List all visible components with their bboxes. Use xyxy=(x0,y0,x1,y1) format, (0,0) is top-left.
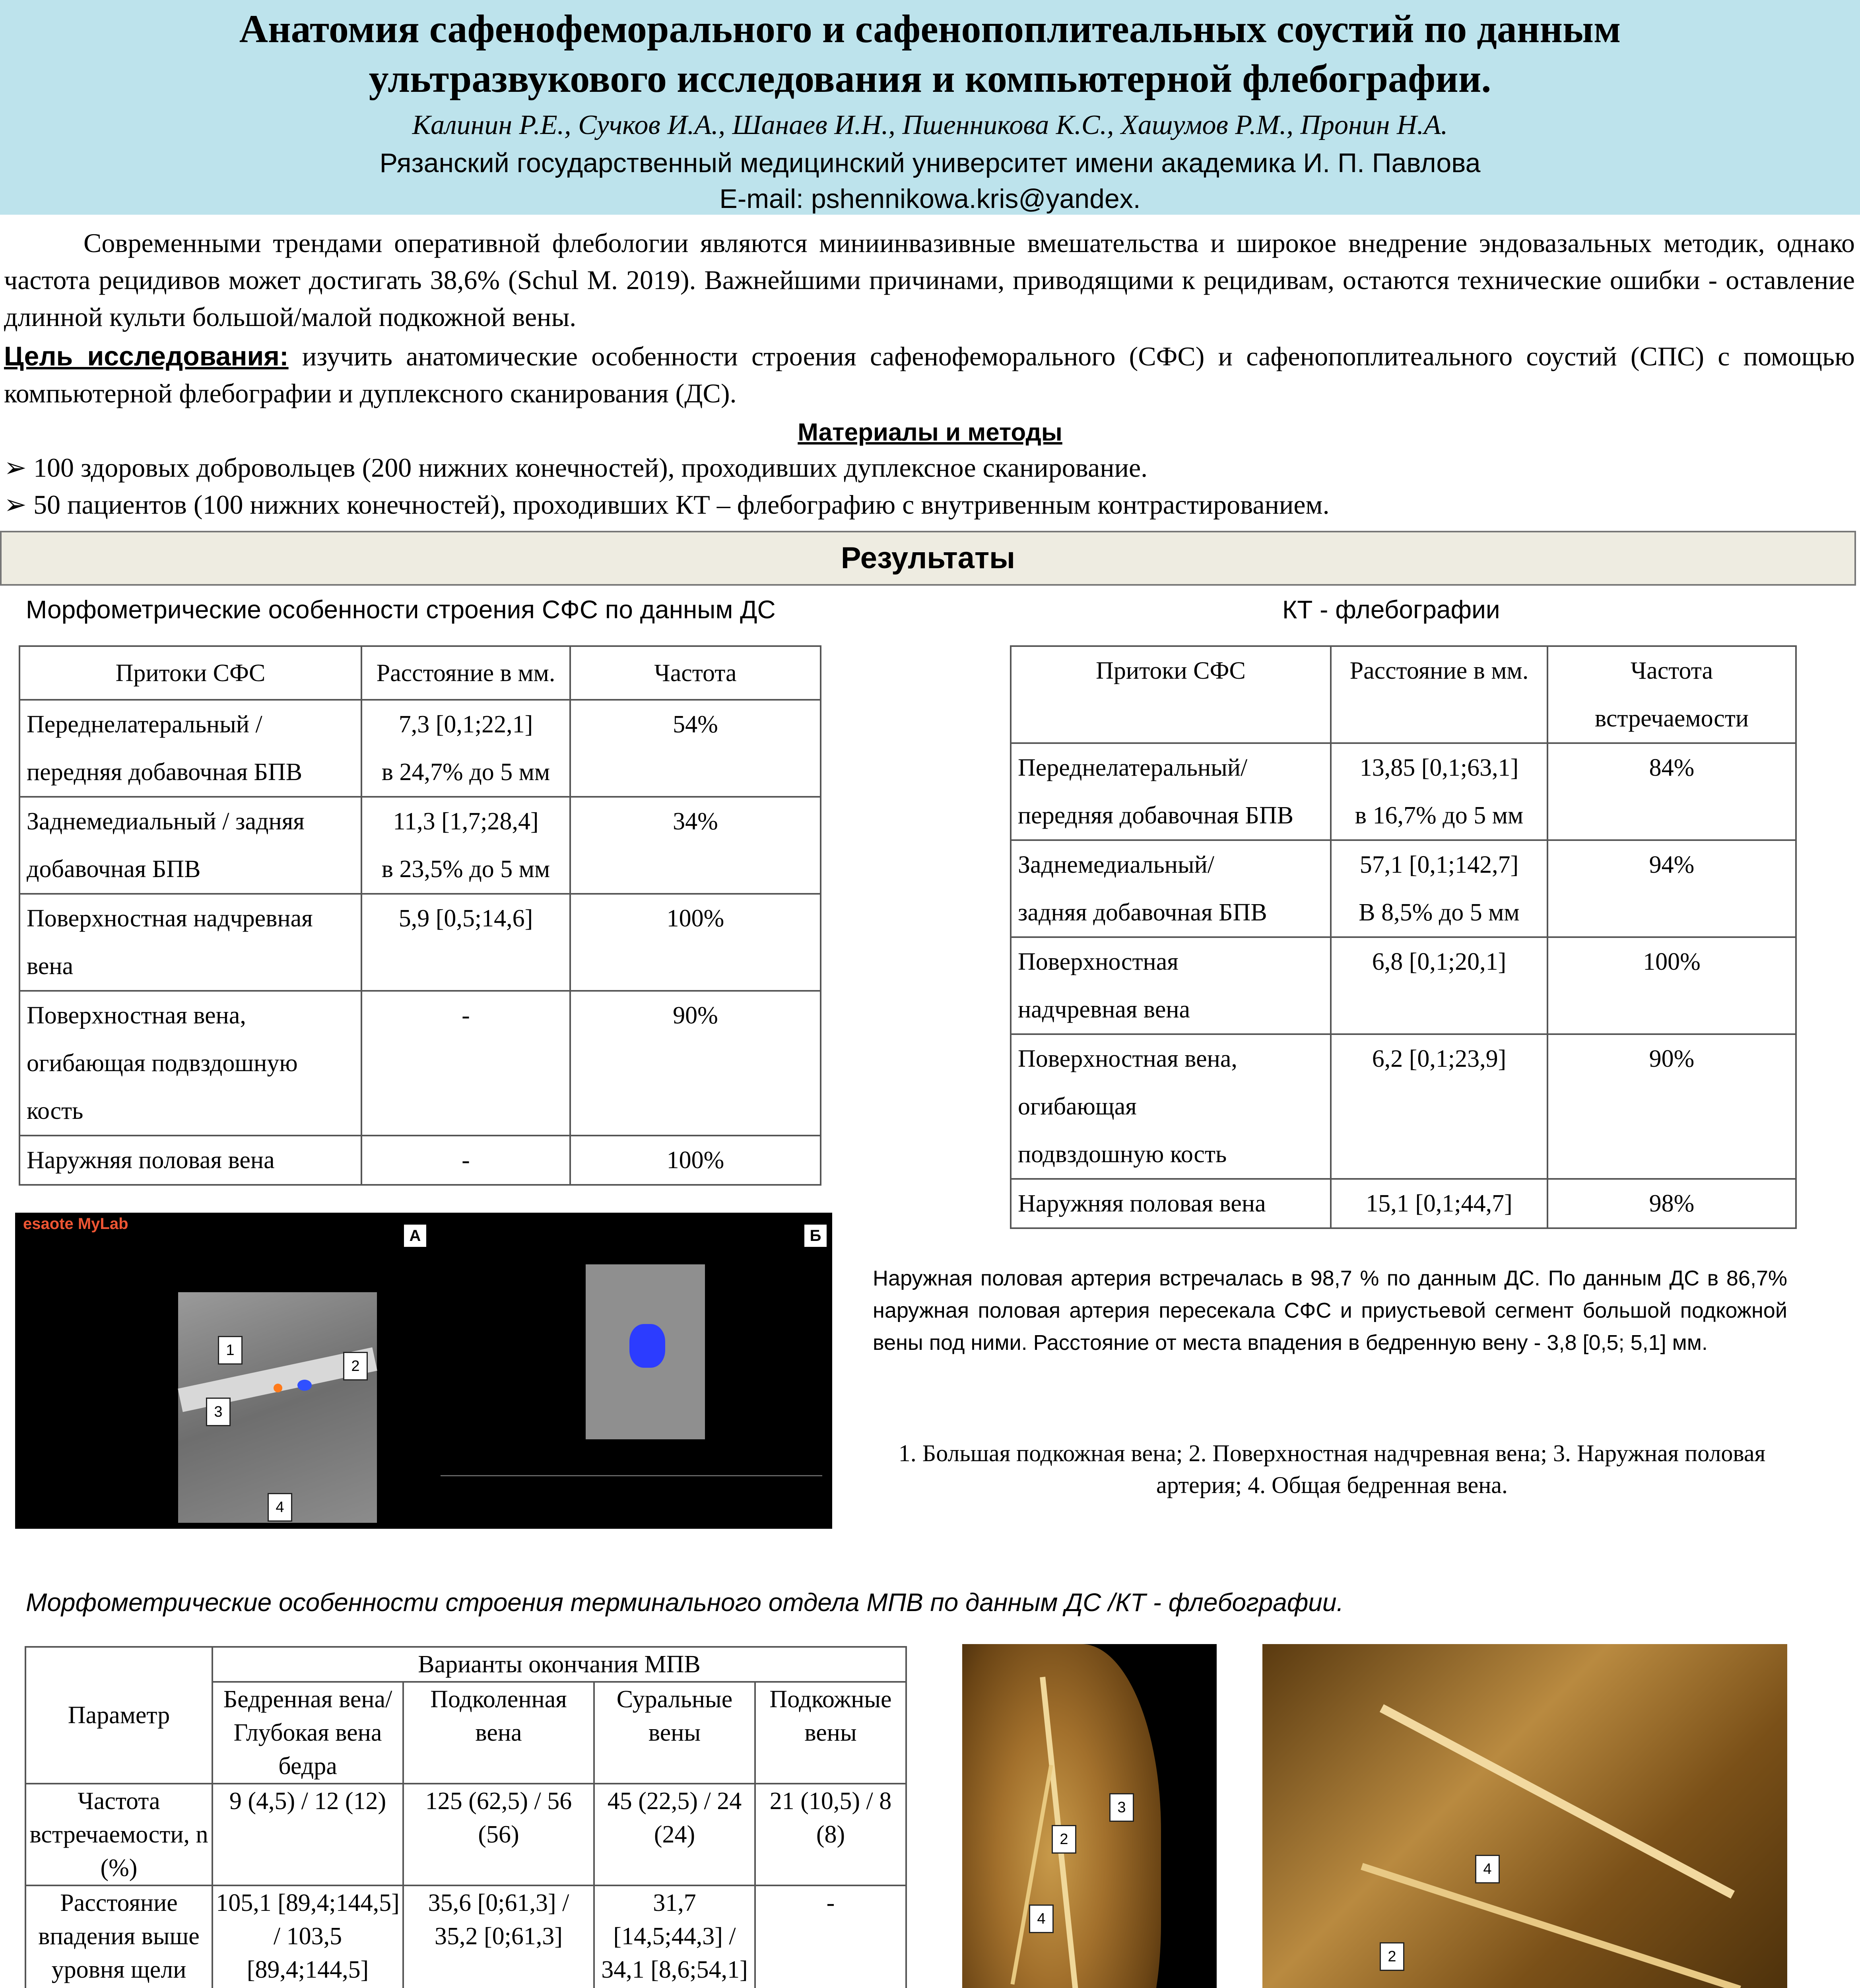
table-row: Переднелатеральный / передняя добавочная БПВ 7,3 [0,1;22,1] в 24,7% до 5 мм 54% xyxy=(19,700,821,797)
title-line-2: ультразвукового исследования и компьютерной флебографии. xyxy=(369,56,1491,101)
vein-vessel xyxy=(1361,1863,1741,1988)
table-row: Наружняя половая вена 15,1 [0,1;44,7] 98% xyxy=(1011,1179,1796,1228)
goal-paragraph xyxy=(4,338,1855,412)
table-header-row: Параметр Варианты окончания МПВ xyxy=(25,1647,906,1682)
methods-heading: Материалы и методы xyxy=(798,419,1062,446)
image-legend: 1. Большая подкожная вена; 2. Поверхностная надчревная вена; 3. Наружная половая артерия; 4. Общая бедренная вена. xyxy=(898,1440,1766,1498)
artery-spot xyxy=(274,1384,282,1392)
sfs-ds-table xyxy=(19,645,821,1186)
table-row: Заднемедиальный/ задняя добавочная БПВ 57,1 [0,1;142,7] В 8,5% до 5 мм 94% xyxy=(1011,840,1796,937)
table-header-row: Притоки СФС Расстояние в мм. Частота встречаемости xyxy=(1011,646,1796,743)
email: E-mail: pshennikowa.kris@yandex. xyxy=(719,184,1141,214)
table-row: Поверхностная надчревная вена 6,8 [0,1;20,1] 100% xyxy=(1011,937,1796,1034)
goal-text: изучить анатомические особенности строения сафенофеморального (СФС) и сафенопоплитеального соустий (СПС) с помощью компьютерной флебографии и дуплексного сканирования (ДС). xyxy=(4,341,1855,408)
poster-header xyxy=(0,0,1860,215)
ultrasound-panel-a xyxy=(178,1292,377,1523)
color-doppler-spot xyxy=(297,1380,312,1391)
label-2: 2 xyxy=(343,1352,368,1380)
table-row: Наружняя половая вена - 100% xyxy=(19,1136,821,1185)
label-4: 4 xyxy=(1029,1905,1054,1933)
ct-image-right xyxy=(1262,1644,1787,1988)
poster-title xyxy=(80,4,1780,103)
methods-item: ➢ 100 здоровых добровольцев (200 нижних конечностей), проходивших дуплексное сканирование. xyxy=(4,452,1148,483)
kt-table-title: КТ - флебографии xyxy=(1282,595,1500,624)
bullet-arrow-icon: ➢ xyxy=(4,489,27,520)
mpv-title: Морфометрические особенности строения терминального отдела МПВ по данным ДС /КТ - флебографии. xyxy=(26,1588,1344,1617)
label-4: 4 xyxy=(1475,1855,1500,1883)
goal-label: Цель исследования: xyxy=(4,341,289,371)
table-header-row: Притоки СФС Расстояние в мм. Частота xyxy=(19,646,821,700)
doppler-waveform xyxy=(441,1475,822,1520)
label-3: 3 xyxy=(206,1398,231,1426)
ultrasound-panel-b xyxy=(586,1264,705,1439)
table-row: Переднелатеральный/ передняя добавочная БПВ 13,85 [0,1;63,1] в 16,7% до 5 мм 84% xyxy=(1011,743,1796,840)
title-line-1: Анатомия сафенофеморального и сафенопоплитеальных соустий по данным xyxy=(239,7,1621,51)
color-doppler-spot xyxy=(629,1324,665,1368)
table-row: Расстояние впадения выше уровня щели 105,1 [89,4;144,5] / 103,5 [89,4;144,5] 35,6 [0;61,3] / 35,2 [0;61,3] 31,7 [14,5;44,3] / 34,1 [8,6;54,1] - xyxy=(25,1885,906,1988)
label-3: 3 xyxy=(1109,1793,1134,1822)
panel-a-label: А xyxy=(404,1225,426,1247)
panel-b-label: Б xyxy=(804,1225,827,1247)
table-row: Частота встречаемости, n (%) 9 (4,5) / 12 (12) 125 (62,5) / 56 (56) 45 (22,5) / 24 (24) 21 (10,5) / 8 (8) xyxy=(25,1784,906,1885)
esaote-logo: esaote MyLab xyxy=(23,1215,128,1233)
methods-item: ➢ 50 пациентов (100 нижних конечностей), проходивших КТ – флебографию с внутривенным контрастированием. xyxy=(4,489,1330,520)
sfs-kt-table xyxy=(1010,645,1797,1229)
label-1: 1 xyxy=(218,1336,243,1365)
results-heading: Результаты xyxy=(0,531,1856,586)
table-row: Поверхностная вена, огибающая подвздошную кость - 90% xyxy=(19,991,821,1136)
university: Рязанский государственный медицинский университет имени академика И. П. Павлова xyxy=(379,148,1481,178)
table-row: Поверхностная вена, огибающая подвздошную кость 6,2 [0,1;23,9] 90% xyxy=(1011,1034,1796,1179)
artery-text: Наружная половая артерия встречалась в 98,7 % по данным ДС. По данным ДС в 86,7% наружная половая артерия пересекала СФС и приустьевой сегмент большой подкожной вены под ними. Расстояние от места впадения в бедренную вену - 3,8 [0,5; 5,1] мм. xyxy=(873,1266,1787,1355)
bullet-arrow-icon: ➢ xyxy=(4,452,27,483)
label-4: 4 xyxy=(268,1493,292,1522)
table-row: Поверхностная надчревная вена 5,9 [0,5;14,6] 100% xyxy=(19,894,821,991)
label-2: 2 xyxy=(1052,1825,1076,1854)
ct-image-left xyxy=(962,1644,1217,1988)
label-2: 2 xyxy=(1380,1942,1404,1971)
ds-table-title: Морфометрические особенности строения СФС по данным ДС xyxy=(26,595,776,624)
table-row: Заднемедиальный / задняя добавочная БПВ 11,3 [1,7;28,4] в 23,5% до 5 мм 34% xyxy=(19,797,821,894)
mpv-table xyxy=(25,1646,907,1988)
methods-list xyxy=(4,449,1855,523)
intro-text: Современными трендами оперативной флебологии являются миниинвазивные вмешательства и широкое внедрение эндовазальных методик, однако частота рецидивов может достигать 38,6% (Schul M. 2019). Важнейшими причинами, приводящими к рецидивам, остаются технические ошибки - оставление длинной культи большой/малой подкожной вены. xyxy=(4,228,1855,332)
vein-vessel xyxy=(1010,1765,1053,1984)
authors: Калинин Р.Е., Сучков И.А., Шанаев И.Н., Пшенникова К.С., Хашумов Р.М., Пронин Н.А. xyxy=(412,110,1448,140)
table-header-row: Бедренная вена/ Глубокая вена бедра Подколенная вена Суральные вены Подкожные вены xyxy=(25,1682,906,1784)
vein-vessel xyxy=(1380,1704,1735,1899)
ultrasound-image xyxy=(15,1213,832,1529)
